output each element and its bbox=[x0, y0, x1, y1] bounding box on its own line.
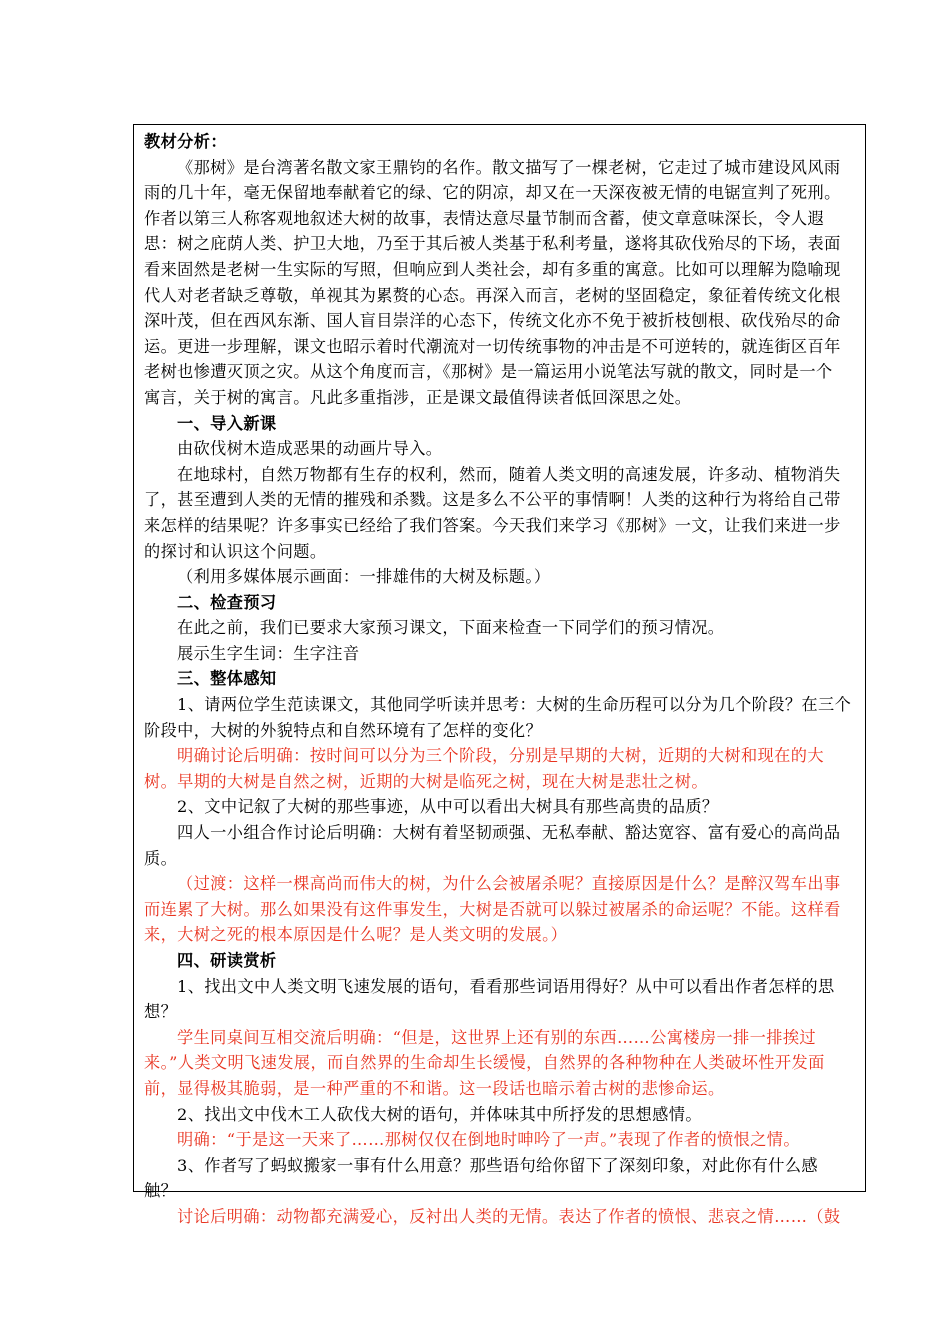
section-heading: 教材分析： bbox=[144, 132, 227, 151]
text-line: 作者以第三人称客观地叙述大树的故事，表情达意尽量节制而含蓄，使文章意味深长，令人遐 bbox=[144, 208, 825, 228]
text-line: 寓言，关于树的寓言。凡此多重指涉，正是课文最值得读者低回深思之处。 bbox=[144, 387, 692, 407]
text-line: 在地球村，自然万物都有生存的权利，然而，随着人类文明的高速发展，许多动、植物消失 bbox=[177, 464, 841, 484]
lesson-plan-cell bbox=[133, 124, 866, 1226]
text-line: 树。早期的大树是自然之树，近期的大树是临死之树，现在大树是悲壮之树。 bbox=[144, 771, 708, 791]
text-line: 《那树》是台湾著名散文家王鼎钧的名作。散文描写了一棵老树，它走过了城市建设风风雨 bbox=[177, 157, 841, 177]
text-line: 讨论后明确：动物都充满爱心，反衬出人类的无情。表达了作者的愤恨、悲哀之情……（鼓 bbox=[177, 1206, 841, 1226]
text-line: 代人对老者缺乏尊敬，单视其为累赘的心态。再深入而言，老树的坚固稳定，象征着传统文化根 bbox=[144, 285, 841, 305]
section-heading: 一、导入新课 bbox=[177, 413, 277, 433]
text-line: 了，甚至遭到人类的无情的摧残和杀戮。这是多么不公平的事情啊！人类的这种行为将给自己带 bbox=[144, 490, 841, 510]
text-line: 质。 bbox=[144, 848, 178, 868]
text-line: （过渡：这样一棵高尚而伟大的树，为什么会被屠杀呢？直接原因是什么？是醉汉驾车出事 bbox=[177, 874, 841, 894]
text-line: 运。更进一步理解，课文也昭示着时代潮流对一切传统事物的冲击是不可逆转的，就连街区百年 bbox=[144, 336, 841, 356]
text-line: 明确：“于是这一天来了……那树仅仅在倒地时呻吟了一声。”表现了作者的愤恨之情。 bbox=[177, 1130, 800, 1150]
text-line: 雨的几十年，毫无保留地奉献着它的绿、它的阴凉，却又在一天深夜被无情的电锯宣判了死刑。 bbox=[144, 183, 841, 203]
text-line: （利用多媒体展示画面：一排雄伟的大树及标题。） bbox=[177, 567, 551, 587]
text-line: 触？ bbox=[144, 1181, 178, 1201]
section-heading: 二、检查预习 bbox=[177, 592, 277, 612]
text-line: 老树也惨遭灭顶之灾。从这个角度而言，《那树》是一篇运用小说笔法写就的散文，同时是一个 bbox=[144, 362, 833, 382]
text-line: 的探讨和认识这个问题。 bbox=[144, 541, 327, 561]
text-line: 展示生字生词：生字注音 bbox=[177, 643, 360, 663]
text-line: 3、作者写了蚂蚁搬家一事有什么用意？那些语句给你留下了深刻印象，对此你有什么感 bbox=[177, 1155, 819, 1175]
text-line: 而连累了大树。那么如果没有这件事发生，大树是否就可以躲过被屠杀的命运呢？不能。这样看 bbox=[144, 899, 841, 919]
text-line: 阶段中，大树的外貌特点和自然环境有了怎样的变化？ bbox=[144, 720, 543, 740]
text-line: 2、找出文中伐木工人砍伐大树的语句，并体味其中所抒发的思想感情。 bbox=[177, 1104, 702, 1124]
text-line: 1、找出文中人类文明飞速发展的语句，看看那些词语用得好？从中可以看出作者怎样的思 bbox=[177, 976, 835, 996]
text-line: 来怎样的结果呢？许多事实已经给了我们答案。今天我们来学习《那树》一文，让我们来进一步 bbox=[144, 515, 841, 535]
text-line: 在此之前，我们已要求大家预习课文，下面来检查一下同学们的预习情况。 bbox=[177, 618, 725, 638]
text-line: 来，大树之死的根本原因是什么呢？是人类文明的发展。） bbox=[144, 925, 568, 945]
text-line: 2、文中记叙了大树的那些事迹，从中可以看出大树具有那些高贵的品质？ bbox=[177, 797, 719, 817]
section-heading: 四、研读赏析 bbox=[177, 951, 277, 970]
text-line: 深叶茂，但在西风东渐、国人盲目崇洋的心态下，传统文化亦不免于被折枝刨根、砍伐殆尽的命 bbox=[144, 311, 841, 331]
text-line: 明确讨论后明确：按时间可以分为三个阶段，分别是早期的大树，近期的大树和现在的大 bbox=[177, 746, 824, 766]
text-line: 前，显得极其脆弱，是一种严重的不和谐。这一段话也暗示着古树的悲惨命运。 bbox=[144, 1078, 725, 1098]
text-line: 由砍伐树木造成恶果的动画片导入。 bbox=[177, 439, 443, 459]
section-heading: 三、整体感知 bbox=[177, 669, 277, 689]
text-line: 看来固然是老树一生实际的写照，但响应到人类社会，却有多重的寓意。比如可以理解为隐喻现 bbox=[144, 259, 841, 279]
text-line: 思：树之庇荫人类、护卫大地，乃至于其后被人类基于私利考量，遂将其砍伐殆尽的下场，表面 bbox=[144, 234, 841, 254]
text-line: 四人一小组合作讨论后明确：大树有着坚韧顽强、无私奉献、豁达宽容、富有爱心的高尚品 bbox=[177, 823, 841, 843]
text-line: 想？ bbox=[144, 1002, 178, 1022]
text-line: 来。”人类文明飞速发展，而自然界的生命却生长缓慢，自然界的各种物种在人类破坏性开发面 bbox=[144, 1053, 825, 1073]
text-line: 1、请两位学生范读课文，其他同学听读并思考：大树的生命历程可以分为几个阶段？在三个 bbox=[177, 695, 852, 715]
text-line: 学生同桌间互相交流后明确：“但是，这世界上还有别的东西……公寓楼房一排一排挨过 bbox=[177, 1027, 816, 1047]
